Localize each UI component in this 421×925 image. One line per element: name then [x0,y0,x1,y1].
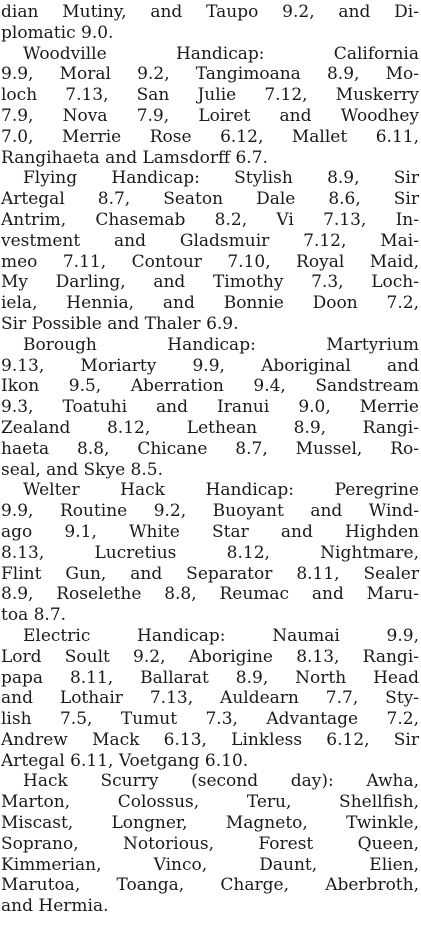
paragraph-borough-handicap [1,335,419,481]
text-line: loch 7.13, San Julie 7.12, Muskerry [1,85,419,106]
text-line: Kimmerian, Vinco, Daunt, Elien, [1,854,419,875]
text-line: vestment and Gladsmuir 7.12, Mai- [1,230,419,251]
text-line: Andrew Mack 6.13, Linkless 6.12, Sir [1,729,419,750]
text-line: 9.13, Moriarty 9.9, Aboriginal and [1,355,419,376]
text-line: 8.9, Roselethe 8.8, Reumac and Maru- [1,584,419,605]
paragraph-woodville-handicap [1,44,419,169]
text-line: Marton, Colossus, Teru, Shellfish, [1,792,419,813]
text-line: Marutoa, Toanga, Charge, Aberbroth, [1,875,419,896]
text-line: My Darling, and Timothy 7.3, Loch- [1,272,419,293]
text-line: toa 8.7. [1,605,67,626]
text-line: Welter Hack Handicap: Peregrine [23,480,419,501]
text-line: ago 9.1, White Star and Highden [1,521,419,542]
text-line: haeta 8.8, Chicane 8.7, Mussel, Ro- [1,438,419,459]
text-line: Miscast, Longner, Magneto, Twinkle, [1,813,419,834]
text-line: Antrim, Chasemab 8.2, Vi 7.13, In- [1,209,419,230]
text-line: and Lothair 7.13, Auldearn 7.7, Sty- [1,688,419,709]
text-line: Artegal 8.7, Seaton Dale 8.6, Sir [1,189,419,210]
text-line: dian Mutiny, and Taupo 9.2, and Di- [1,2,419,22]
paragraph-indian-mutiny-fragment [1,2,419,44]
text-line: and Hermia. [1,896,109,917]
text-line: Sir Possible and Thaler 6.9. [1,313,239,334]
text-line: Electric Handicap: Naumai 9.9, [23,625,419,646]
text-line: Lord Soult 9.2, Aborigine 8.13, Rangi- [1,646,419,667]
paragraph-hack-scurry-second-day [1,771,419,917]
text-line: 7.9, Nova 7.9, Loiret and Woodhey [1,105,419,126]
paragraph-welter-hack-handicap [1,480,419,626]
text-line: lish 7.5, Tumut 7.3, Advantage 7.2, [1,709,419,730]
text-line: Borough Handicap: Martyrium [23,334,419,355]
text-line: 8.13, Lucretius 8.12, Nightmare, [1,542,419,563]
text-line: Hack Scurry (second day): Awha, [23,771,419,792]
paragraph-flying-handicap [1,168,419,334]
text-line: 9.9, Moral 9.2, Tangimoana 8.9, Mo- [1,64,419,85]
text-line: Zealand 8.12, Lethean 8.9, Rangi- [1,417,419,438]
paragraph-electric-handicap [1,626,419,772]
text-line: plomatic 9.0. [1,22,114,43]
text-line: Woodville Handicap: California [23,43,419,64]
text-line: Flint Gun, and Separator 8.11, Sealer [1,563,419,584]
text-line: papa 8.11, Ballarat 8.9, North Head [1,667,419,688]
text-line: Flying Handicap: Stylish 8.9, Sir [23,168,419,189]
text-line: 9.3, Toatuhi and Iranui 9.0, Merrie [1,397,419,418]
text-line: Soprano, Notorious, Forest Queen, [1,833,419,854]
text-line: Artegal 6.11, Voetgang 6.10. [1,750,249,771]
text-line: Ikon 9.5, Aberration 9.4, Sandstream [1,376,419,397]
text-line: iela, Hennia, and Bonnie Doon 7.2, [1,293,419,314]
text-line: 7.0, Merrie Rose 6.12, Mallet 6.11, [1,126,419,147]
text-line: 9.9, Routine 9.2, Buoyant and Wind- [1,501,419,522]
text-line: meo 7.11, Contour 7.10, Royal Maid, [1,251,419,272]
text-line: seal, and Skye 8.5. [1,459,163,480]
text-line: Rangihaeta and Lamsdorff 6.7. [1,147,268,168]
